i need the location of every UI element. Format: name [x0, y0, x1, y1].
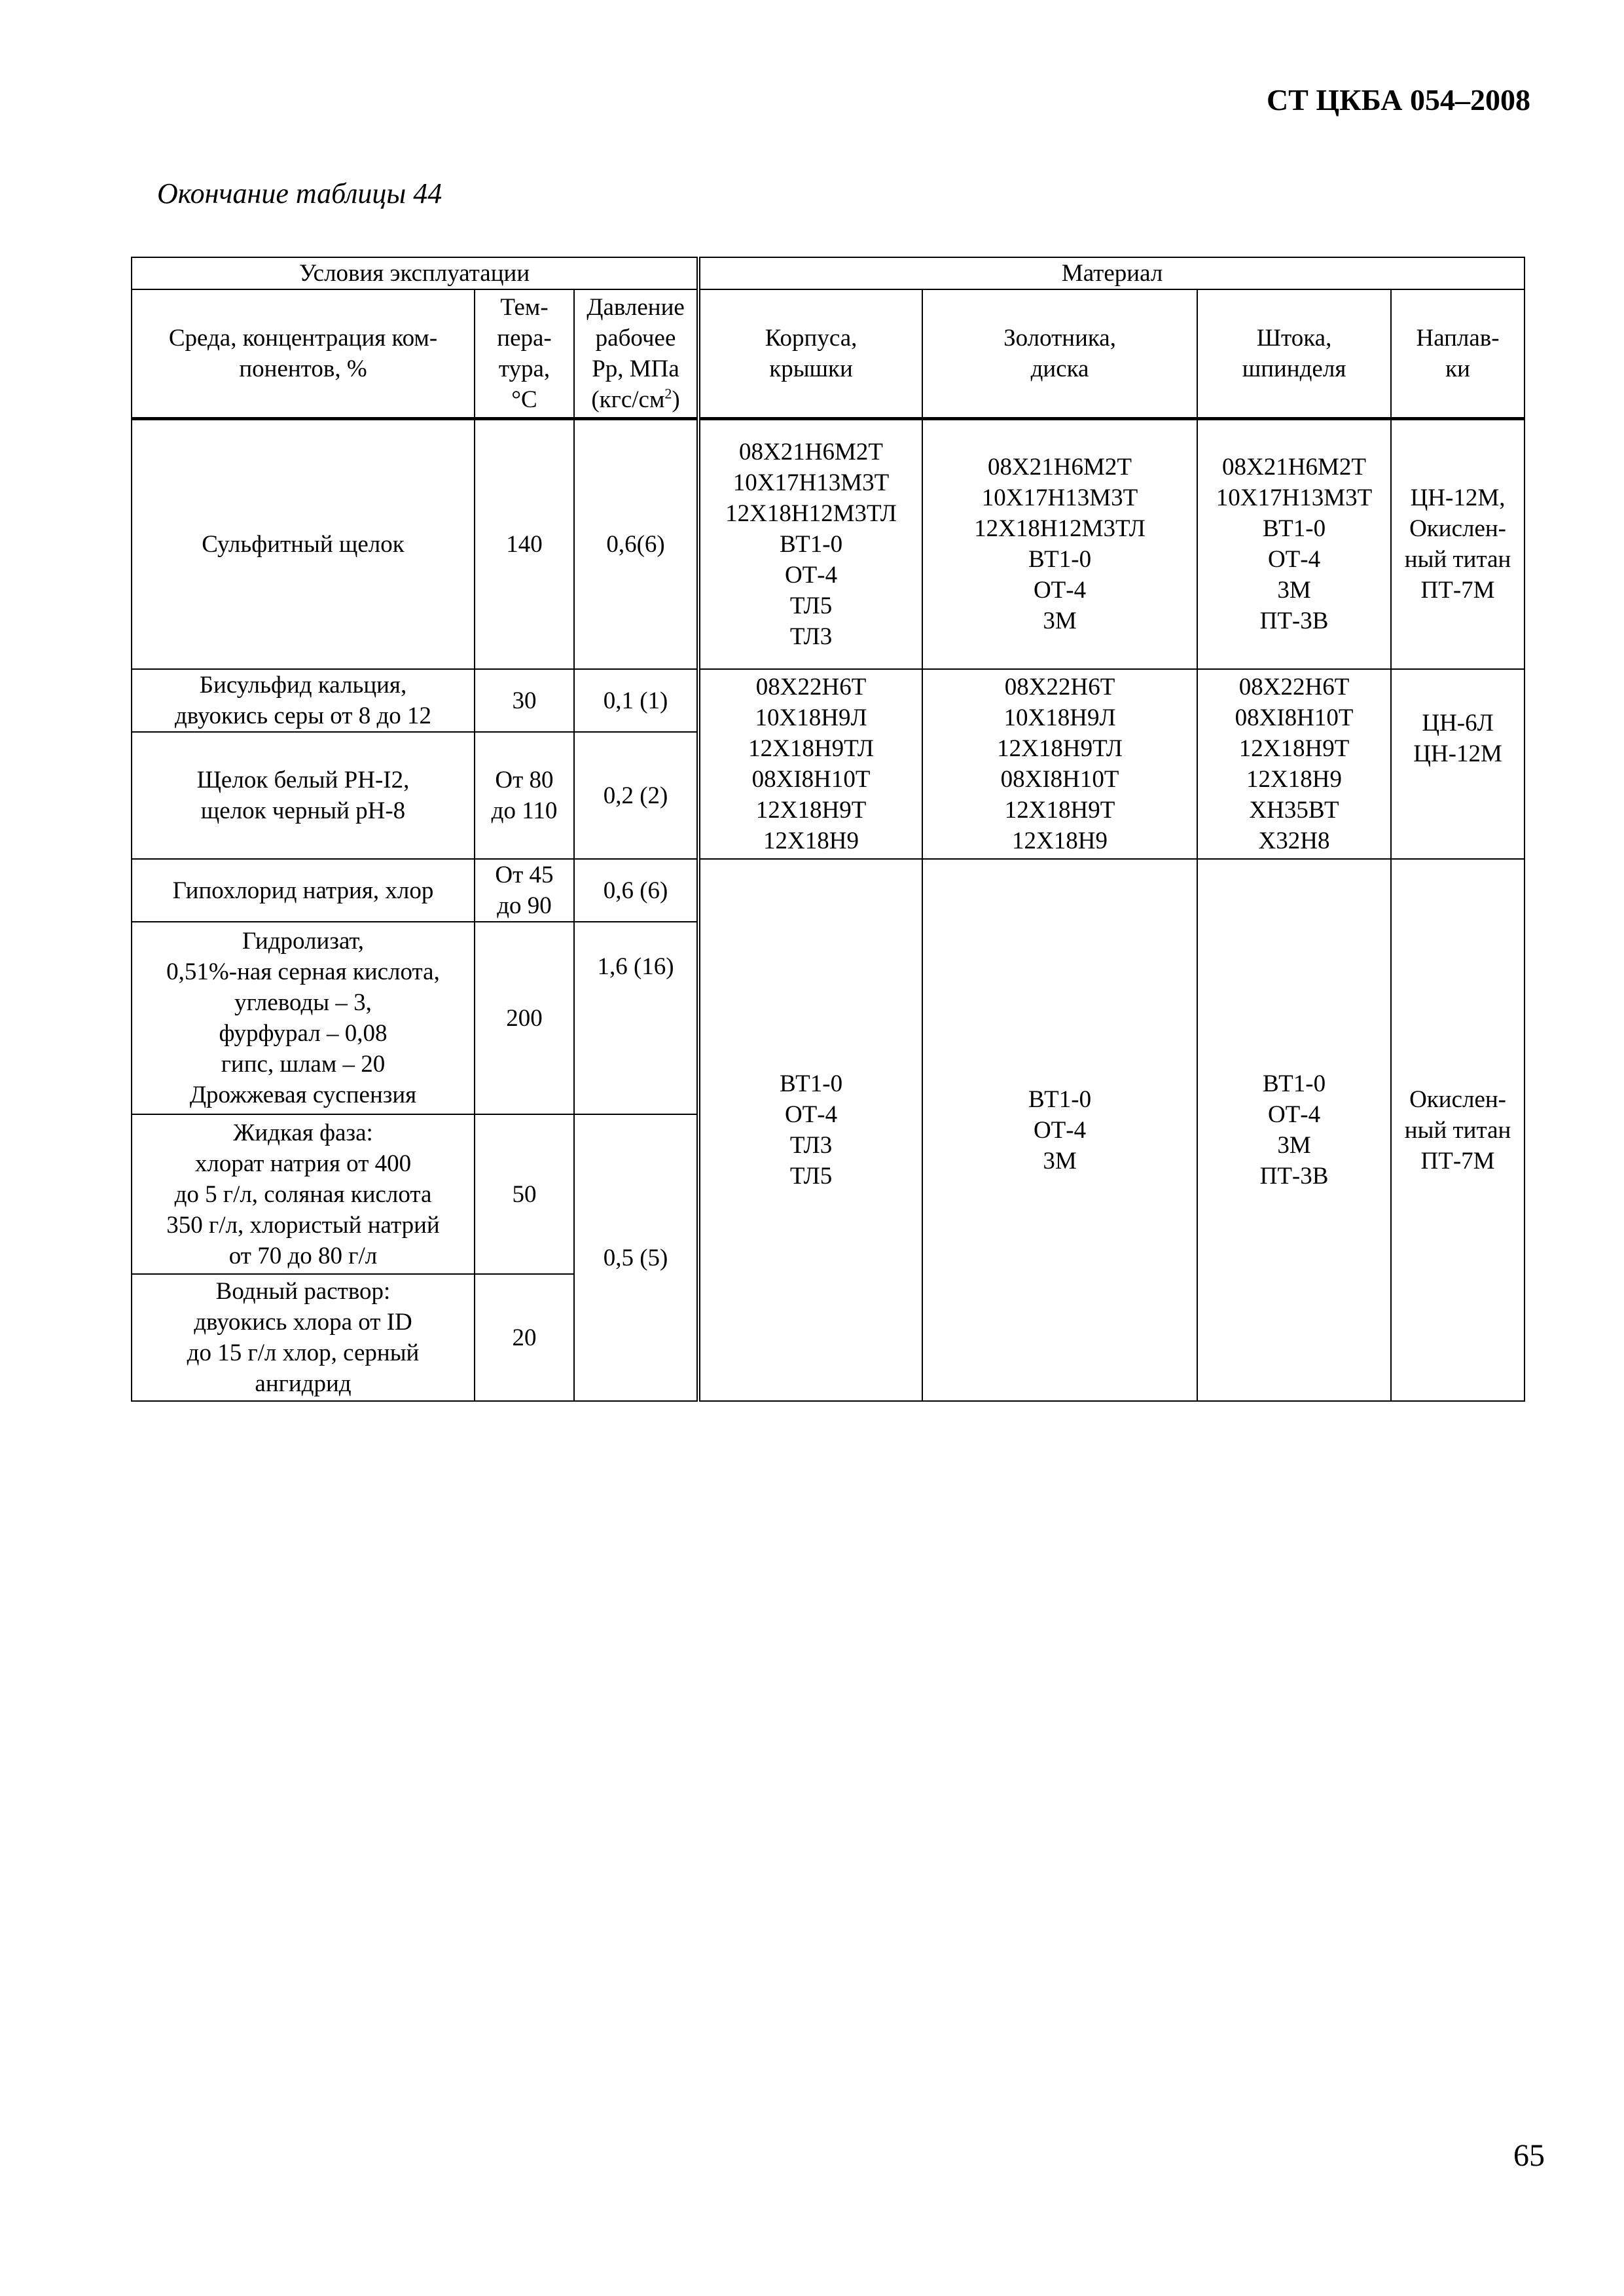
page-number: 65 [1513, 2138, 1545, 2173]
table-caption: Окончание таблицы 44 [157, 177, 442, 210]
cell-pressure: 1,6 (16) [574, 922, 697, 1114]
header-spool-material: Золотника, диска [922, 289, 1197, 418]
cell-overlay-material: ЦН-12М, Окислен- ный титан ПТ-7М [1391, 418, 1525, 669]
cell-pressure: 0,5 (5) [574, 1114, 697, 1401]
cell-temperature: От 45 до 90 [475, 859, 574, 922]
cell-stem-material: ВТ1-0 ОТ-4 3М ПТ-3В [1197, 859, 1391, 1401]
cell-pressure: 0,2 (2) [574, 732, 697, 859]
cell-temperature: От 80 до 110 [475, 732, 574, 859]
cell-medium: Водный раствор: двуокись хлора от ID до 15 г/л хлор, серный ангидрид [132, 1274, 475, 1401]
column-header-row [132, 289, 1525, 418]
header-medium: Среда, концентрация ком- понентов, % [132, 289, 475, 418]
cell-medium: Гипохлорид натрия, хлор [132, 859, 475, 922]
header-stem-material: Штока, шпинделя [1197, 289, 1391, 418]
group-header-operating-conditions: Условия эксплуатации [132, 257, 697, 289]
header-pressure [574, 289, 697, 418]
table-row [132, 859, 1525, 922]
cell-temperature: 50 [475, 1114, 574, 1274]
cell-body-material: 08Х21Н6М2Т 10Х17Н13М3Т 12Х18Н12М3ТЛ ВТ1-0 ОТ-4 ТЛ5 ТЛ3 [700, 418, 922, 669]
cell-body-material: 08Х22Н6Т 10Х18Н9Л 12Х18Н9ТЛ 08ХI8Н10Т 12Х18Н9Т 12Х18Н9 [700, 669, 922, 859]
cell-pressure: 0,1 (1) [574, 669, 697, 732]
table-row [132, 418, 1525, 669]
cell-temperature: 140 [475, 418, 574, 669]
materials-table [131, 257, 1525, 1402]
cell-medium: Сульфитный щелок [132, 418, 475, 669]
document-code: СТ ЦКБА 054–2008 [1266, 83, 1530, 117]
header-temperature: Тем- пера- тура, °С [475, 289, 574, 418]
cell-spool-material: ВТ1-0 ОТ-4 3М [922, 859, 1197, 1401]
cell-medium: Бисульфид кальция, двуокись серы от 8 до 12 [132, 669, 475, 732]
header-pressure-close: ) [672, 386, 680, 413]
header-overlay-material: Наплав- ки [1391, 289, 1525, 418]
cell-medium: Гидролизат, 0,51%-ная серная кислота, углеводы – 3, фурфурал – 0,08 гипс, шлам – 20 Дрожжевая суспензия [132, 922, 475, 1114]
group-header-row [132, 257, 1525, 289]
cell-spool-material: 08Х22Н6Т 10Х18Н9Л 12Х18Н9ТЛ 08ХI8Н10Т 12Х18Н9Т 12Х18Н9 [922, 669, 1197, 859]
cell-spool-material: 08Х21Н6М2Т 10Х17Н13М3Т 12Х18Н12М3ТЛ ВТ1-0 ОТ-4 3М [922, 418, 1197, 669]
header-body-material: Корпуса, крышки [700, 289, 922, 418]
cell-overlay-material: ЦН-6Л ЦН-12М [1391, 669, 1525, 859]
cell-body-material: ВТ1-0 ОТ-4 ТЛ3 ТЛ5 [700, 859, 922, 1401]
header-pressure-text: Давление рабочее Рр, МПа (кгс/см [586, 293, 685, 413]
cell-stem-material: 08Х21Н6М2Т 10Х17Н13М3Т ВТ1-0 ОТ-4 3М ПТ-3В [1197, 418, 1391, 669]
cell-pressure: 0,6 (6) [574, 859, 697, 922]
cell-temperature: 20 [475, 1274, 574, 1401]
cell-pressure: 0,6(6) [574, 418, 697, 669]
table-row [132, 669, 1525, 732]
header-pressure-superscript: 2 [664, 385, 672, 402]
group-header-material: Материал [700, 257, 1525, 289]
cell-medium: Жидкая фаза: хлорат натрия от 400 до 5 г/л, соляная кислота 350 г/л, хлористый натрий от 70 до 80 г/л [132, 1114, 475, 1274]
cell-medium: Щелок белый РН-I2, щелок черный рН-8 [132, 732, 475, 859]
cell-stem-material: 08Х22Н6Т 08ХI8Н10Т 12Х18Н9Т 12Х18Н9 ХН35ВТ Х32Н8 [1197, 669, 1391, 859]
cell-overlay-material: Окислен- ный титан ПТ-7М [1391, 859, 1525, 1401]
cell-temperature: 30 [475, 669, 574, 732]
cell-temperature: 200 [475, 922, 574, 1114]
